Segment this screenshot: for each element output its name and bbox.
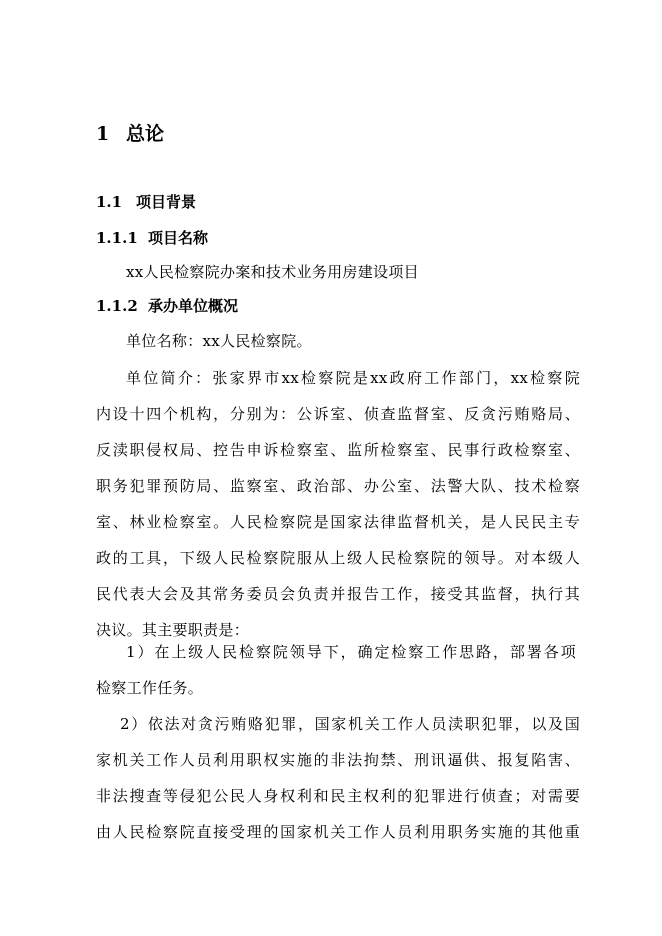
heading-number: 1.1 bbox=[96, 193, 123, 211]
duty-2-line: 非法搜查等侵犯公民人身权利和民主权利的犯罪进行侦查；对需要 bbox=[96, 787, 580, 805]
duty-1-line: 1）在上级人民检察院领导下，确定检察工作思路，部署各项 bbox=[126, 643, 576, 661]
intro-line: 决议。其主要职责是： bbox=[96, 621, 250, 639]
intro-line: 政的工具，下级人民检察院服从上级人民检察院的领导。对本级人 bbox=[96, 549, 580, 567]
heading-level-2 bbox=[96, 191, 196, 212]
intro-line: 内设十四个机构，分别为：公诉室、侦查监督室、反贪污贿赂局、 bbox=[96, 405, 580, 423]
intro-line: 单位简介：张家界市xx检察院是xx政府工作部门，xx检察院 bbox=[126, 369, 580, 387]
intro-line: 民代表大会及其常务委员会负责并报告工作，接受其监督，执行其 bbox=[96, 585, 580, 603]
intro-line: 室、林业检察室。人民检察院是国家法律监督机关，是人民民主专 bbox=[96, 513, 580, 531]
heading-level-1 bbox=[96, 119, 164, 146]
duty-2-line: 由人民检察院直接受理的国家机关工作人员利用职务实施的其他重 bbox=[96, 823, 580, 841]
heading-title: 承办单位概况 bbox=[148, 297, 239, 315]
project-name-text: xx人民检察院办案和技术业务用房建设项目 bbox=[126, 263, 419, 281]
heading-level-3-unit-overview bbox=[96, 295, 238, 316]
duty-2-line: 家机关工作人员利用职权实施的非法拘禁、刑讯逼供、报复陷害、 bbox=[96, 751, 580, 769]
unit-name-text: 单位名称：xx人民检察院。 bbox=[126, 332, 312, 350]
duty-1-line: 检察工作任务。 bbox=[96, 679, 204, 697]
heading-title: 总论 bbox=[126, 123, 165, 145]
duty-2-line: 2）依法对贪污贿赂犯罪，国家机关工作人员渎职犯罪，以及国 bbox=[120, 715, 580, 733]
heading-level-3-project-name bbox=[96, 227, 208, 248]
heading-title: 项目名称 bbox=[148, 229, 209, 247]
heading-number: 1.1.2 bbox=[96, 297, 138, 315]
heading-number: 1 bbox=[96, 123, 110, 145]
intro-line: 职务犯罪预防局、监察室、政治部、办公室、法警大队、技术检察 bbox=[96, 477, 580, 495]
heading-number: 1.1.1 bbox=[96, 229, 138, 247]
heading-title: 项目背景 bbox=[136, 193, 197, 211]
intro-line: 反渎职侵权局、控告申诉检察室、监所检察室、民事行政检察室、 bbox=[96, 441, 580, 459]
